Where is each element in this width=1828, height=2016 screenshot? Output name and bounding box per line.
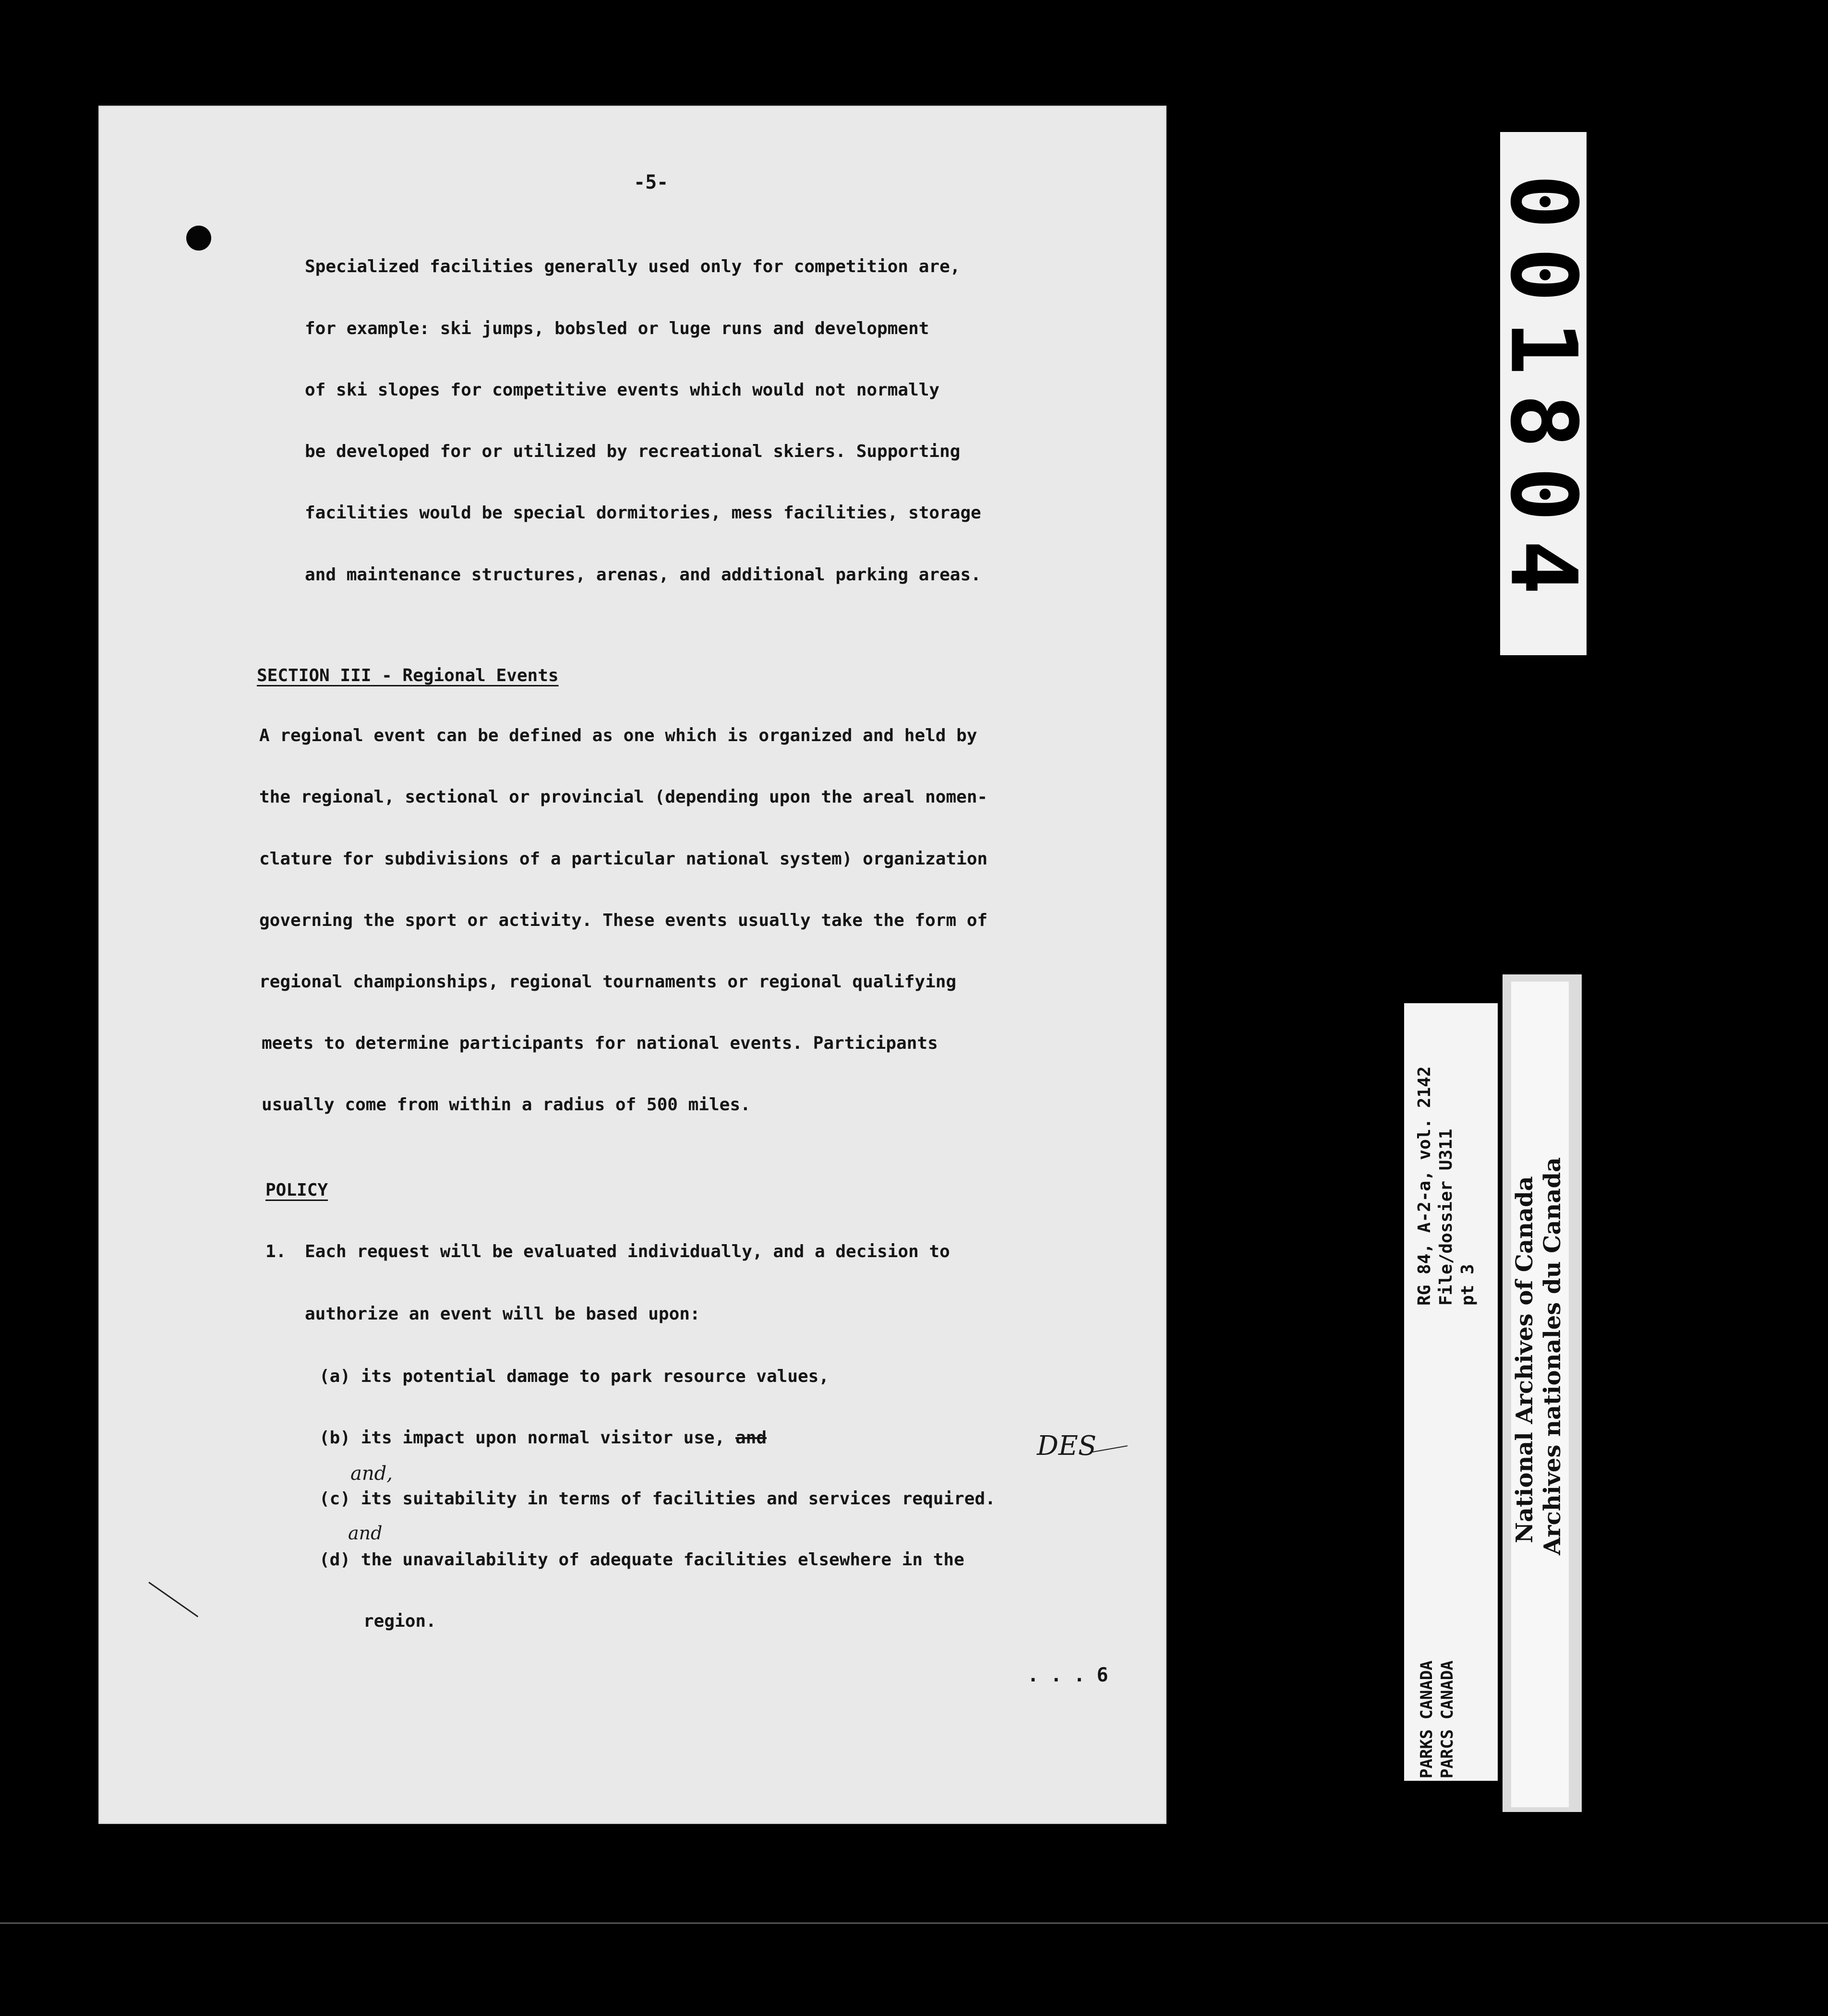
- reference-line-3: pt 3: [1458, 1264, 1478, 1306]
- para1-line-2: for example: ski jumps, bobsled or luge runs and development: [305, 319, 929, 338]
- frame-number-strip: [1490, 132, 1597, 655]
- para2-line-7: usually come from within a radius of 500 miles.: [262, 1095, 751, 1115]
- margin-mark: [148, 1582, 198, 1617]
- struck-text: and: [735, 1428, 767, 1448]
- para1-line-4: be developed for or utilized by recreational skiers. Supporting: [305, 442, 961, 461]
- page-number: -5-: [634, 171, 669, 193]
- para1-line-3: of ski slopes for competitive events which would not normally: [305, 380, 940, 400]
- sub-item-b-text: (b) its impact upon normal visitor use,: [319, 1428, 725, 1448]
- sub-item-a: (a) its potential damage to park resource values,: [319, 1367, 830, 1386]
- para2-line-1: A regional event can be defined as one which is organized and held by: [259, 726, 977, 745]
- handwritten-initials: DES: [1037, 1430, 1097, 1462]
- sub-item-d-line-2: region.: [363, 1611, 436, 1631]
- sub-item-d-line-1: (d) the unavailability of adequate facilities elsewhere in the: [319, 1550, 964, 1570]
- frame-number: 001804: [1490, 174, 1597, 613]
- policy-item-line-1: Each request will be evaluated individually, and a decision to: [305, 1242, 950, 1261]
- policy-heading: POLICY: [265, 1180, 328, 1200]
- handwritten-insert-c: and,: [350, 1463, 393, 1485]
- continuation-marker: . . . 6: [1027, 1664, 1108, 1686]
- policy-item-number: 1.: [265, 1242, 287, 1261]
- punch-hole: [186, 226, 211, 251]
- reference-line-2: File/dossier U311: [1436, 1128, 1456, 1306]
- reference-line-1: RG 84, A-2-a, vol. 2142: [1415, 1066, 1434, 1306]
- handwritten-insert-d: and: [348, 1523, 383, 1544]
- para2-line-2: the regional, sectional or provincial (depending upon the areal nomen-: [259, 787, 988, 807]
- para2-line-6: meets to determine participants for national events. Participants: [262, 1033, 938, 1053]
- para1-line-5: facilities would be special dormitories, mess facilities, storage: [305, 503, 981, 523]
- para1-line-1: Specialized facilities generally used only for competition are,: [305, 257, 961, 276]
- sub-item-b: [319, 1429, 767, 1447]
- para2-line-3: clature for subdivisions of a particular national system) organization: [259, 849, 988, 869]
- sub-item-c: (c) its suitability in terms of facilities and services required.: [319, 1489, 996, 1509]
- para2-line-4: governing the sport or activity. These events usually take the form of: [259, 911, 988, 930]
- agency-label-french: PARCS CANADA: [1438, 1660, 1457, 1778]
- archives-name-english: National Archives of Canada: [1511, 1176, 1538, 1543]
- para2-line-5: regional championships, regional tournaments or regional qualifying: [259, 972, 957, 992]
- archives-name-french: Archives nationales du Canada: [1539, 1157, 1566, 1555]
- para1-line-6: and maintenance structures, arenas, and additional parking areas.: [305, 565, 981, 585]
- section-heading: SECTION III - Regional Events: [257, 666, 559, 685]
- agency-label-english: PARKS CANADA: [1417, 1660, 1436, 1778]
- film-edge-line: [0, 1922, 1828, 1924]
- document-page: [98, 106, 1167, 1824]
- policy-item-line-2: authorize an event will be based upon:: [305, 1304, 700, 1324]
